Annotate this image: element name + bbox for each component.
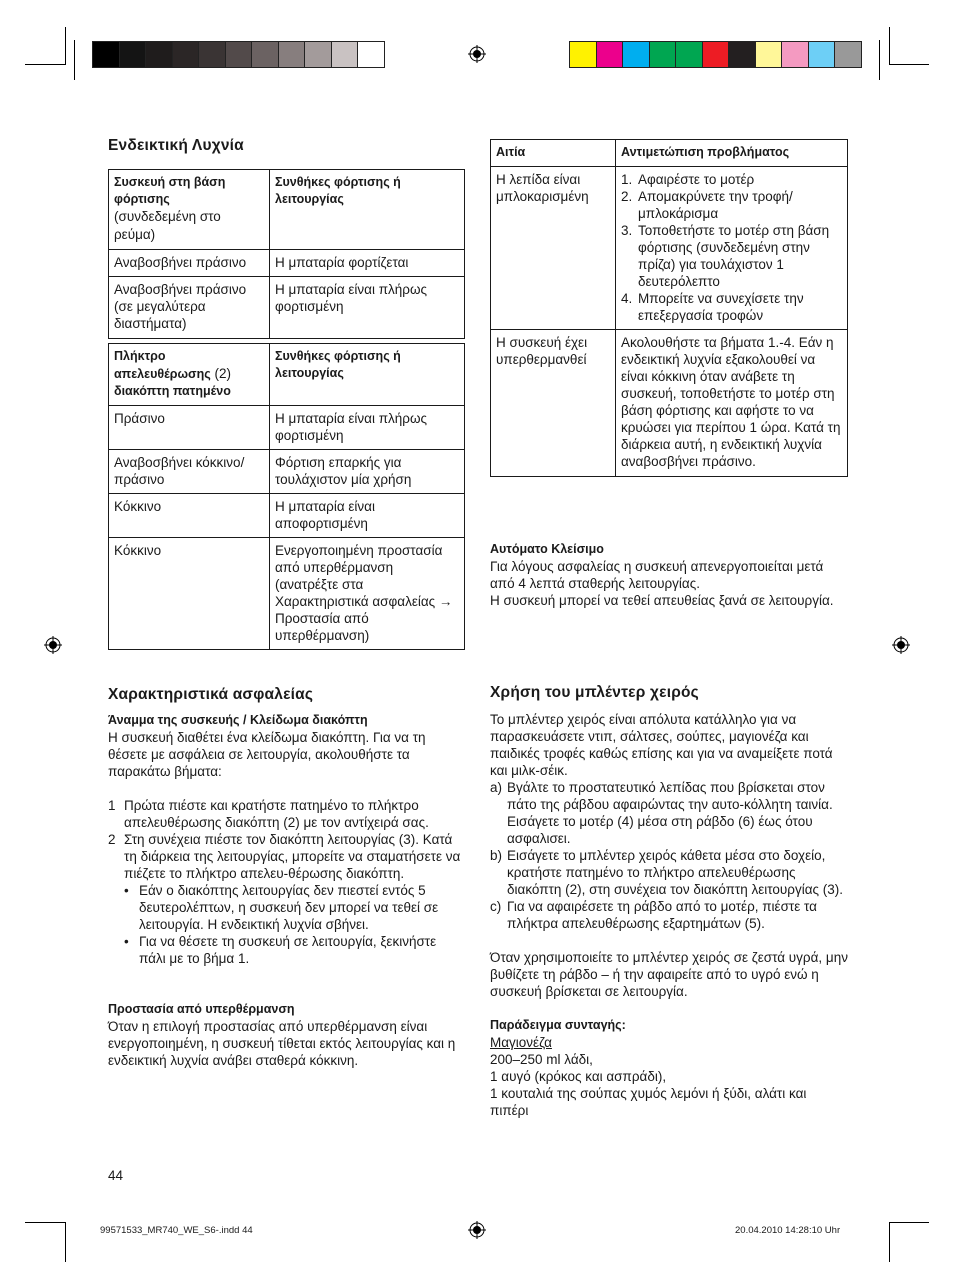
color-swatch	[145, 41, 173, 68]
crop-mark	[25, 1222, 65, 1223]
color-swatch	[119, 41, 147, 68]
step-item: 1 Πρώτα πιέστε και κρατήστε πατημένο το πλήκτρο απελευθέρωσης διακόπτη (2) με τον αντίχειρά σας.	[108, 798, 429, 830]
crop-mark	[879, 40, 880, 80]
table-header-cell: Συνθήκες φόρτισης ή λειτουργίας	[270, 344, 465, 406]
color-swatch	[92, 41, 120, 68]
hand-blender-section	[490, 711, 848, 1119]
bullet-item: • Εάν ο διακόπτης λειτουργίας δεν πιεστεί εντός 5 δευτερολέπτων, η συσκευή δεν μπορεί να τεθεί σε λειτουργία. Η ενδεικτική λυχνία σβήνει.	[124, 883, 439, 932]
crop-mark	[889, 1222, 890, 1262]
color-swatch	[251, 41, 279, 68]
color-swatch	[331, 41, 359, 68]
list-item: 2. Απομακρύνετε την τροφή/ μπλοκάρισμα	[621, 189, 793, 221]
table-header-cell: Πλήκτρο απελευθέρωσης (2) διακόπτη πατημένο	[109, 344, 270, 406]
indicator-table-1	[108, 169, 465, 339]
crop-mark	[889, 1222, 929, 1223]
step-item: c) Για να αφαιρέσετε τη ράβδο από το μοτέρ, πιέστε τα πλήκτρα απελευθέρωσης εξαρτημάτων (5).	[490, 899, 817, 931]
crop-mark	[889, 64, 929, 65]
subtitle-overheat: Προστασία από υπερθέρμανση	[108, 1002, 295, 1016]
color-swatch	[596, 41, 624, 68]
auto-off-section	[490, 541, 848, 609]
table-header-cell: Συσκευή στη βάση φόρτισης (συνδεδεμένη στο ρεύμα)	[109, 170, 270, 250]
section-title-safety: Χαρακτηριστικά ασφαλείας	[108, 686, 314, 703]
recipe-name: Μαγιονέζα	[490, 1035, 552, 1050]
troubleshooting-table	[490, 139, 848, 477]
section-title-hand-blender: Χρήση του μπλέντερ χειρός	[490, 684, 699, 701]
table-header-cell: Συνθήκες φόρτισης ή λειτουργίας	[270, 170, 465, 250]
table-row: Κόκκινο Ενεργοποιημένη προστασία από υπερθέρμανση (ανατρέξτε στα Χαρακτηριστικά ασφαλείας → Προστασία από υπερθέρμανση)	[109, 538, 465, 650]
table-row: Αναβοσβήνει πράσινο Η μπαταρία φορτίζεται	[109, 250, 465, 277]
table-row: Η λεπίδα είναι μπλοκαρισμένη 1. Αφαιρέστε το μοτέρ 2. Απομακρύνετε την τροφή/ μπλοκάρισμα 3. Τοποθετήστε το μοτέρ στη βάση φόρτισης (συνδεδεμένη στην πρίζα) για τουλάχιστον 1 δευτερόλεπτο 4. Μπορείτε να συνεχίσετε την επεξεργασία τροφών	[491, 167, 848, 330]
list-item: 4. Μπορείτε να συνεχίσετε την επεξεργασία τροφών	[621, 291, 804, 323]
table-header-cell: Αιτία	[491, 140, 616, 167]
color-swatch	[675, 41, 703, 68]
registration-mark-icon	[468, 1221, 486, 1239]
recipe-line: 1 κουταλιά της σούπας χυμός λεμόνι ή ξύδι, αλάτι και πιπέρι	[490, 1086, 807, 1118]
use-intro: Το μπλέντερ χειρός είναι απόλυτα κατάλληλο για να παρασκευάσετε ντιπ, σάλτσες, σούπες, μαγιονέζα και παιδικές τροφές καθώς επίσης και για να αναμείξετε ποτά και μιλκ-σέικ.	[490, 712, 833, 778]
step-item: b) Εισάγετε το μπλέντερ χειρός κάθετα μέσα στο δοχείο, κρατήστε πατημένο το πλήκτρο απελευθέρωσης διακόπτη (2), στη συνέχεια τον διακόπτη λειτουργίας (3).	[490, 848, 844, 897]
color-swatch	[172, 41, 200, 68]
crop-mark	[65, 27, 66, 65]
subtitle-auto-off: Αυτόματο Κλείσιμο	[490, 542, 604, 556]
table-header-cell: Αντιμετώπιση προβλήματος	[616, 140, 848, 167]
subtitle-recipe: Παράδειγμα συνταγής:	[490, 1018, 626, 1032]
color-swatch	[622, 41, 650, 68]
color-swatch	[278, 41, 306, 68]
auto-off-text: Για λόγους ασφαλείας η συσκευή απενεργοποιείται μετά από 4 λεπτά σταθερής λειτουργίας.	[490, 559, 824, 591]
list-item: 1. Αφαιρέστε το μοτέρ	[621, 172, 755, 187]
crop-mark	[74, 40, 75, 80]
registration-mark-icon	[44, 636, 62, 654]
registration-mark-icon	[892, 636, 910, 654]
crop-mark	[25, 64, 65, 65]
section-title-indicator: Ενδεικτική Λυχνία	[108, 137, 244, 154]
footer-date: 20.04.2010 14:28:10 Uhr	[735, 1225, 841, 1236]
recipe-line: 200–250 ml λάδι,	[490, 1052, 593, 1067]
color-swatch	[702, 41, 730, 68]
recipe-line: 1 αυγό (κρόκος και ασπράδι),	[490, 1069, 667, 1084]
crop-mark	[65, 1222, 66, 1262]
color-swatch	[304, 41, 332, 68]
table-row: Αναβοσβήνει πράσινο (σε μεγαλύτερα διαστήματα) Η μπαταρία είναι πλήρως φορτισμένη	[109, 277, 465, 339]
color-swatch	[357, 41, 385, 68]
subtitle-lock: Άναμμα της συσκευής / Κλείδωμα διακόπτη	[108, 713, 368, 727]
color-swatch	[198, 41, 226, 68]
table-row: Η συσκευή έχει υπερθερμανθεί Ακολουθήστε τα βήματα 1.-4. Εάν η ενδεικτική λυχνία εξακολουθεί να είναι κόκκινη όταν ανάβετε τη συσκευή, τοποθετήστε το μοτέρ στη βάση φόρτισης και αφήστε το να κρυώσει για περίπου 1 ώρα. Κατά τη διάρκεια αυτή, η ενδεικτική λυχνία αναβοσβήνει πράσινο.	[491, 330, 848, 477]
step-item: a) Βγάλτε το προστατευτικό λεπίδας που βρίσκεται στον πάτο της ράβδου αφαιρώντας την αυτο-κόλλητη ταινία. Εισάγετε το μοτέρ (4) μέσα στη ράβδο (6) έως ότου ασφαλισει.	[490, 780, 833, 846]
warm-liquid-warning: Όταν χρησιμοποιείτε το μπλέντερ χειρός σε ζεστά υγρά, μην βυθίζετε τη ράβδο – ή την αφαιρείτε από το υγρό ενώ η συσκευή βρίσκεται σε λειτουργία.	[490, 950, 848, 999]
color-swatch	[755, 41, 783, 68]
step-item: 2 Στη συνέχεια πιέστε τον διακόπτη λειτουργίας (3). Κατά τη διάρκεια της λειτουργίας, μπορείτε να σταματήσετε να πιέζετε το πλήκτρο απελευ-θέρωσης διακόπτη.	[108, 832, 461, 881]
color-swatch	[834, 41, 862, 68]
indicator-table-2	[108, 343, 465, 650]
list-item: 3. Τοποθετήστε το μοτέρ στη βάση φόρτισης (συνδεδεμένη στην πρίζα) για τουλάχιστον 1 δευτερόλεπτο	[621, 223, 830, 289]
safety-section	[108, 712, 465, 1069]
color-swatch	[808, 41, 836, 68]
footer-file: 99571533_MR740_WE_S6-.indd 44	[100, 1225, 253, 1236]
color-swatch	[728, 41, 756, 68]
table-row: Αναβοσβήνει κόκκινο/ πράσινο Φόρτιση επαρκής για τουλάχιστον μία χρήση	[109, 450, 465, 494]
lock-intro: Η συσκευή διαθέτει ένα κλείδωμα διακόπτη. Για να τη θέσετε με ασφάλεια σε λειτουργία, ακολουθήστε τα παρακάτω βήματα:	[108, 730, 426, 779]
color-swatch	[649, 41, 677, 68]
bullet-item: • Για να θέσετε τη συσκευή σε λειτουργία, ξεκινήστε πάλι με το βήμα 1.	[124, 934, 437, 966]
auto-off-text: Η συσκευή μπορεί να τεθεί απευθείας ξανά σε λειτουργία.	[490, 593, 834, 608]
table-row: Κόκκινο Η μπαταρία είναι αποφορτισμένη	[109, 494, 465, 538]
color-swatch	[225, 41, 253, 68]
overheat-text: Όταν η επιλογή προστασίας από υπερθέρμανση είναι ενεργοποιημένη, η συσκευή τίθεται εκτός λειτουργίας και η ενδεικτική λυχνία ανάβει σταθερά κόκκινη.	[108, 1019, 456, 1068]
registration-mark-icon	[468, 45, 486, 63]
crop-mark	[889, 27, 890, 65]
page-number: 44	[108, 1168, 124, 1183]
table-row: Πράσινο Η μπαταρία είναι πλήρως φορτισμένη	[109, 406, 465, 450]
color-swatch	[569, 41, 597, 68]
color-swatch	[781, 41, 809, 68]
